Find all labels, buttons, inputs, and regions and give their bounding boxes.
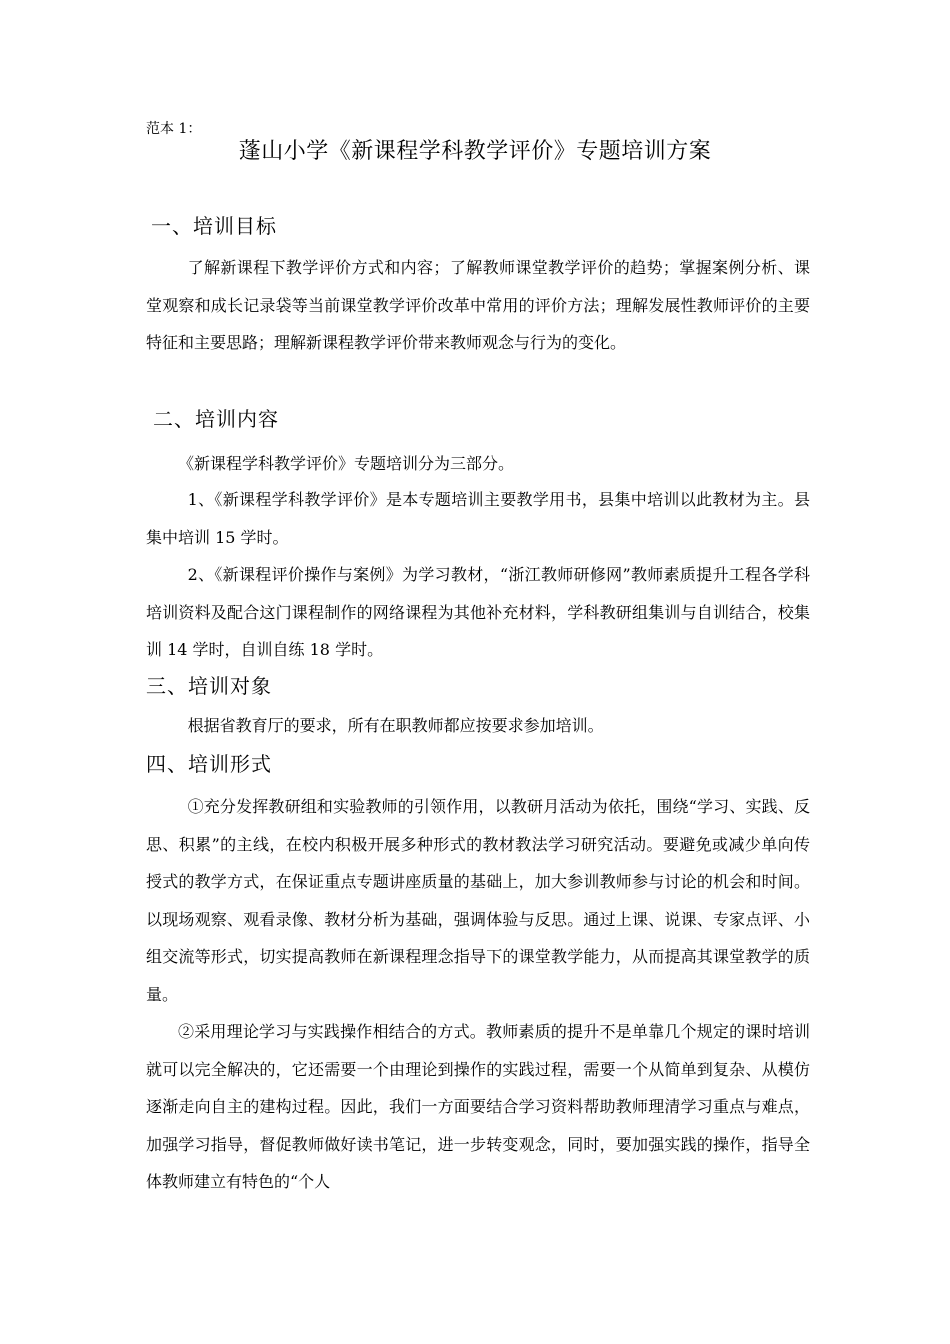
section-heading-goals: 一、培训目标 [151,214,277,238]
section-heading-audience: 三、培训对象 [146,674,272,698]
sample-label: 范本 1： [146,121,202,137]
content-paragraph-intro: 《新课程学科教学评价》专题培训分为三部分。 [178,454,515,473]
goals-paragraph: 了解新课程下教学评价方式和内容；了解教师课堂教学评价的趋势；掌握案例分析、课堂观察和成长记录袋等当前课堂教学评价改革中常用的评价方法；理解发展性教师评价的主要特征和主要思路；理解新课程教学评价带来教师观念与行为的变化。 [146,258,810,352]
section-heading-content: 二、培训内容 [153,407,279,431]
document-title: 蓬山小学《新课程学科教学评价》专题培训方案 [238,139,712,164]
content-paragraph-2: 2、《新课程评价操作与案例》为学习教材，“浙江教师研修网”教师素质提升工程各学科培训资料及配合这门课程制作的网络课程为其他补充材料，学科教研组集训与自训结合，校集训 14 学时，自训自练 18 学时。 [146,565,810,659]
format-paragraph-2: ②采用理论学习与实践操作相结合的方式。教师素质的提升不是单靠几个规定的课时培训就可以完全解决的，它还需要一个由理论到操作的实践过程，需要一个从简单到复杂、从模仿逐渐走向自主的建构过程。因此，我们一方面要结合学习资料帮助教师理清学习重点与难点，加强学习指导，督促教师做好读书笔记，进一步转变观念，同时，要加强实践的操作，指导全体教师建立有特色的“个人 [146,1022,810,1191]
content-paragraph-1: 1、《新课程学科教学评价》是本专题培训主要教学用书，县集中培训以此教材为主。县集中培训 15 学时。 [146,490,810,547]
format-paragraph-1: ①充分发挥教研组和实验教师的引领作用，以教研月活动为依托，围绕“学习、实践、反思、积累”的主线，在校内积极开展多种形式的教材教法学习研究活动。要避免或减少单向传授式的教学方式，在保证重点专题讲座质量的基础上，加大参训教师参与讨论的机会和时间。以现场观察、观看录像、教材分析为基础，强调体验与反思。通过上课、说课、专家点评、小组交流等形式，切实提高教师在新课程理念指导下的课堂教学能力，从而提高其课堂教学的质量。 [146,797,810,1004]
section-heading-format: 四、培训形式 [146,752,272,776]
audience-paragraph: 根据省教育厅的要求，所有在职教师都应按要求参加培训。 [187,716,604,735]
